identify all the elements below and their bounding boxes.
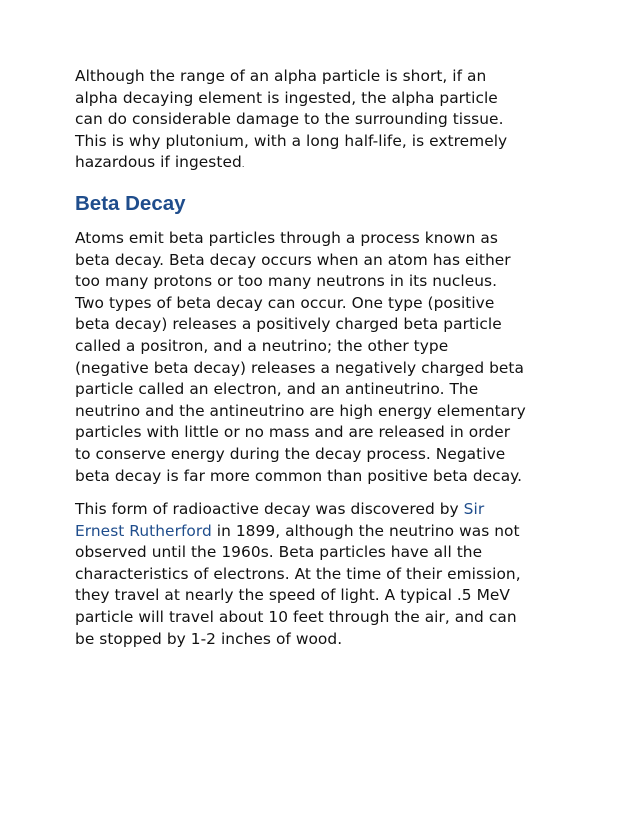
text-line: can do considerable damage to the surrounding tissue. — [75, 110, 504, 129]
text-line: This is why plutonium, with a long half-life, is extremely — [75, 131, 508, 150]
text-line: particle will travel about 10 feet through the air, and can — [75, 608, 517, 627]
text-line — [75, 521, 575, 543]
section-heading: Beta Decay — [75, 191, 186, 215]
text-line — [75, 152, 575, 176]
text-line: characteristics of electrons. At the time of their emission, — [75, 564, 521, 583]
text-line: neutrino and the antineutrino are high energy elementary — [75, 401, 526, 420]
text-line: alpha decaying element is ingested, the alpha particle — [75, 88, 498, 107]
paragraph-gap — [75, 487, 575, 499]
text-line: beta decay) releases a positively charged beta particle — [75, 315, 502, 334]
text-line: called a positron, and a neutrino; the other type — [75, 336, 449, 355]
rutherford-link-part-1[interactable]: Sir — [463, 500, 485, 519]
text-line: observed until the 1960s. Beta particles have all the — [75, 543, 483, 562]
beta-paragraph-2 — [75, 499, 575, 650]
end-period: . — [241, 160, 245, 170]
text-line: beta decay is far more common than positive beta decay. — [75, 466, 523, 485]
text-line: they travel at nearly the speed of light. A typical .5 MeV — [75, 586, 510, 605]
text-line: particles with little or no mass and are released in order — [75, 423, 511, 442]
text-line-content: This form of radioactive decay was discovered by — [75, 500, 464, 519]
text-line: Atoms emit beta particles through a process known as — [75, 228, 498, 247]
intro-paragraph — [75, 66, 575, 176]
text-line: to conserve energy during the decay process. Negative — [75, 444, 506, 463]
text-line: particle called an electron, and an antineutrino. The — [75, 380, 479, 399]
text-line — [75, 499, 575, 521]
text-line: beta decay. Beta decay occurs when an atom has either — [75, 250, 511, 269]
text-line: (negative beta decay) releases a negatively charged beta — [75, 358, 524, 377]
text-line: Although the range of an alpha particle is short, if an — [75, 67, 487, 85]
text-line: be stopped by 1-2 inches of wood. — [75, 629, 343, 648]
beta-paragraph-1 — [75, 228, 575, 487]
text-line: too many protons or too many neutrons in its nucleus. — [75, 272, 498, 291]
text-line-content: in 1899, although the neutrino was not — [211, 521, 520, 540]
text-line-content: hazardous if ingested — [75, 153, 242, 172]
text-line: Two types of beta decay can occur. One type (positive — [75, 293, 495, 312]
document-page — [75, 66, 575, 650]
rutherford-link-part-2[interactable]: Ernest Rutherford — [75, 521, 212, 540]
